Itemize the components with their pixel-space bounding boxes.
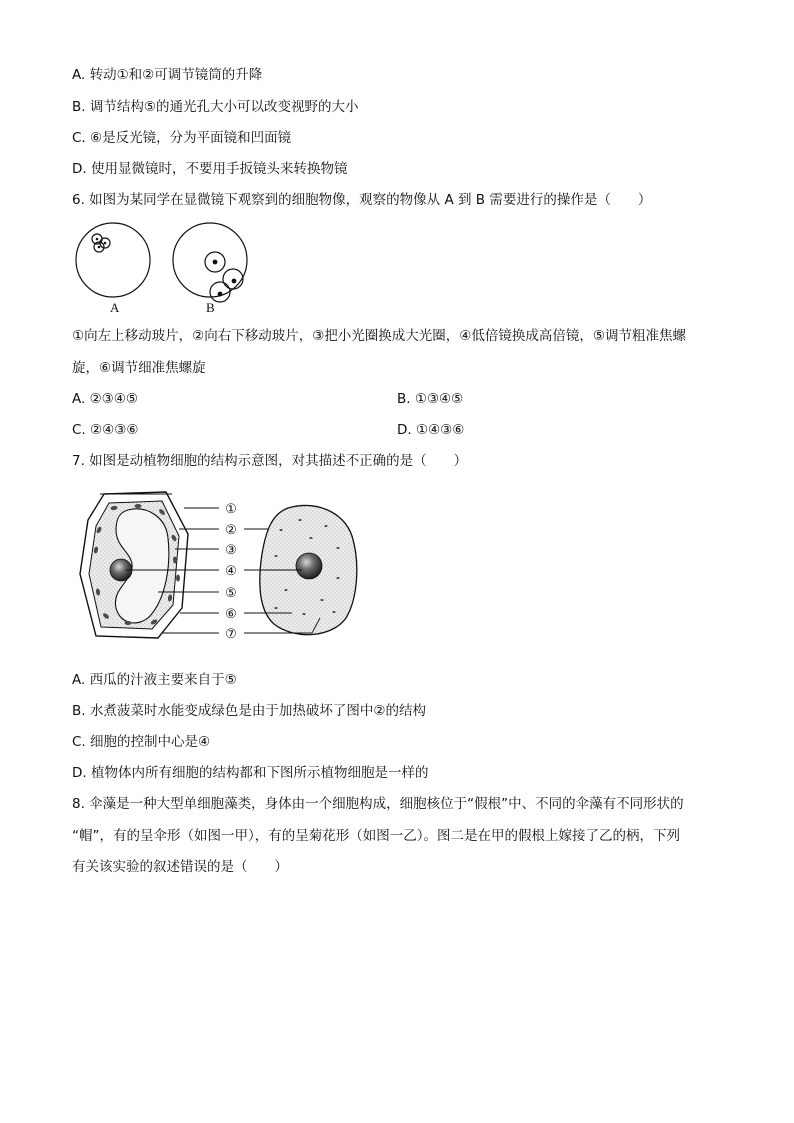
q7-option-b: B. 水煮菠菜时水能变成绿色是由于加热破坏了图中②的结构 bbox=[72, 703, 426, 719]
q7-option-d: D. 植物体内所有细胞的结构都和下图所示植物细胞是一样的 bbox=[72, 765, 429, 781]
callout-4: ④ bbox=[225, 563, 237, 578]
q6-option-b: B. ①③④⑤ bbox=[397, 391, 464, 407]
label-b: B bbox=[206, 300, 215, 315]
callout-7: ⑦ bbox=[225, 626, 237, 641]
q5-option-b: B. 调节结构⑤的通光孔大小可以改变视野的大小 bbox=[72, 99, 359, 115]
q8-stem-line1: 8. 伞藻是一种大型单细胞藻类，身体由一个细胞构成，细胞核位于“假根”中、不同的伞藻有不同形状的 bbox=[72, 796, 684, 812]
callout-2: ② bbox=[225, 522, 237, 537]
q5-option-c: C. ⑥是反光镜，分为平面镜和凹面镜 bbox=[72, 130, 292, 146]
animal-nucleus bbox=[296, 553, 322, 579]
q7-option-c: C. 细胞的控制中心是④ bbox=[72, 734, 211, 750]
q6-option-d: D. ①④③⑥ bbox=[397, 422, 465, 438]
callout-5: ⑤ bbox=[225, 585, 237, 600]
field-of-view-a bbox=[76, 223, 150, 297]
q6-microscope-figure bbox=[70, 222, 260, 318]
q7-cell-figure bbox=[76, 490, 366, 645]
q7-option-a: A. 西瓜的汁液主要来自于⑤ bbox=[72, 672, 237, 688]
q7-stem: 7. 如图是动植物细胞的结构示意图，对其描述不正确的是（ ） bbox=[72, 453, 468, 469]
callout-1: ① bbox=[225, 501, 237, 516]
q6-option-c: C. ②④③⑥ bbox=[72, 422, 139, 438]
q8-stem-line3: 有关该实验的叙述错误的是（ ） bbox=[72, 859, 288, 875]
plant-cell bbox=[80, 492, 188, 638]
q6-option-a: A. ②③④⑤ bbox=[72, 391, 138, 407]
callout-6: ⑥ bbox=[225, 606, 237, 621]
q6-steps-line2: 旋，⑥调节细准焦螺旋 bbox=[72, 360, 206, 376]
q6-stem: 6. 如图为某同学在显微镜下观察到的细胞物像，观察的物像从 A 到 B 需要进行的操作是（ ） bbox=[72, 192, 652, 208]
q5-option-a: A. 转动①和②可调节镜筒的升降 bbox=[72, 67, 263, 83]
field-of-view-b bbox=[173, 223, 247, 302]
q8-stem-line2: “帽”，有的呈伞形（如图一甲），有的呈菊花形（如图一乙）。图二是在甲的假根上嫁接了乙的柄，下列 bbox=[72, 828, 680, 844]
label-a: A bbox=[110, 300, 120, 315]
q5-option-d: D. 使用显微镜时，不要用手扳镜头来转换物镜 bbox=[72, 161, 348, 177]
q6-steps-line1: ①向左上移动玻片，②向右下移动玻片，③把小光圈换成大光圈，④低倍镜换成高倍镜，⑤调节粗准焦螺 bbox=[72, 328, 687, 344]
callout-3: ③ bbox=[225, 542, 237, 557]
